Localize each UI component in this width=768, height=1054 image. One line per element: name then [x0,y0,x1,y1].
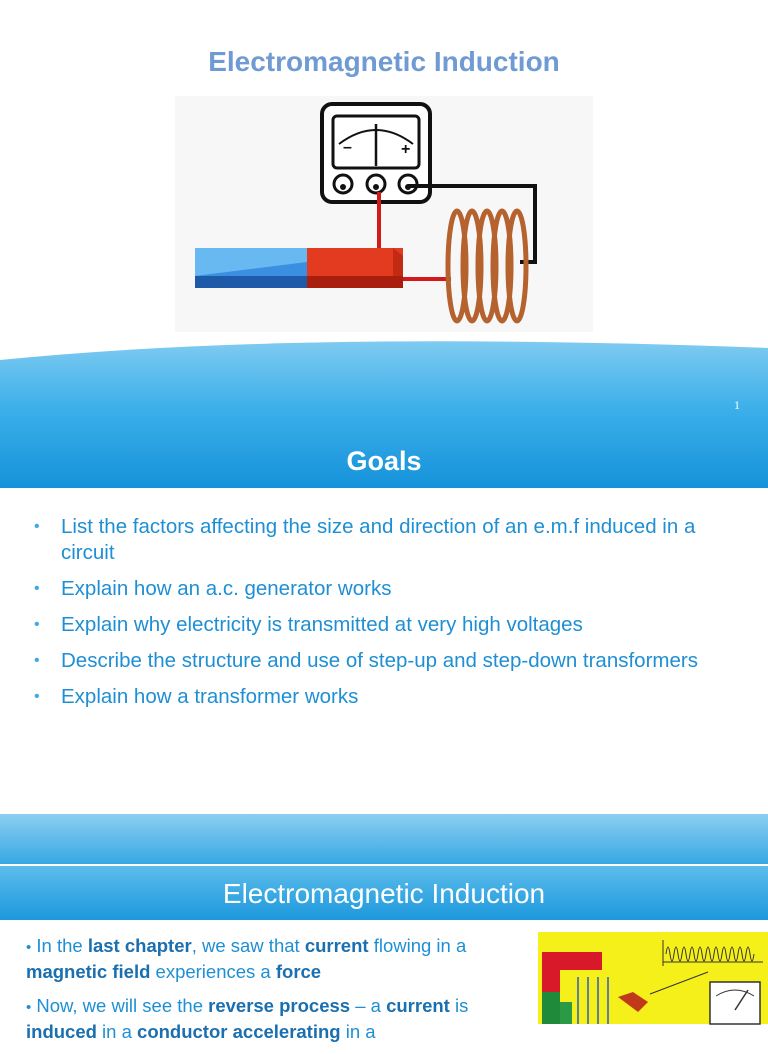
slide-3 [0,814,768,1042]
coil-icon [448,211,526,321]
slide-3-title: Electromagnetic Induction [222,878,546,909]
bullet-icon: • [34,616,40,633]
goals-list [34,514,746,720]
bullet-icon: • [26,939,32,956]
slide-3-body [26,934,531,1054]
meter-plus-label: + [401,141,411,158]
bullet-icon: • [26,999,32,1016]
bullet-icon: • [34,688,40,705]
paragraph-1: • In the last chapter, we saw that current flowing in a magnetic field experiences a force [26,935,467,982]
generator-diagram [538,932,768,1024]
list-item: • List the factors affecting the size and direction of an e.m.f induced in a circuit [34,515,696,564]
paragraph-2: • Now, we will see the reverse process – a current is induced in a conductor accelerating in a [26,995,469,1042]
meter-minus-label: – [343,139,352,156]
induction-diagram [175,96,593,332]
list-item: • Describe the structure and use of step-up and step-down transformers [34,649,698,672]
bullet-icon: • [34,518,40,535]
list-item: • Explain how an a.c. generator works [34,577,392,600]
slide-number: 1 [734,398,740,412]
goals-title: Goals [346,446,422,476]
slide-3-top-band [0,814,768,864]
slide-1 [0,0,768,488]
list-item: • Explain why electricity is transmitted at very high voltages [34,613,583,636]
slide-1-title: Electromagnetic Induction [208,46,560,77]
slide-2 [0,488,768,814]
bullet-icon: • [34,652,40,669]
bullet-icon: • [34,580,40,597]
bar-magnet-icon [195,248,403,288]
list-item: • Explain how a transformer works [34,685,359,708]
